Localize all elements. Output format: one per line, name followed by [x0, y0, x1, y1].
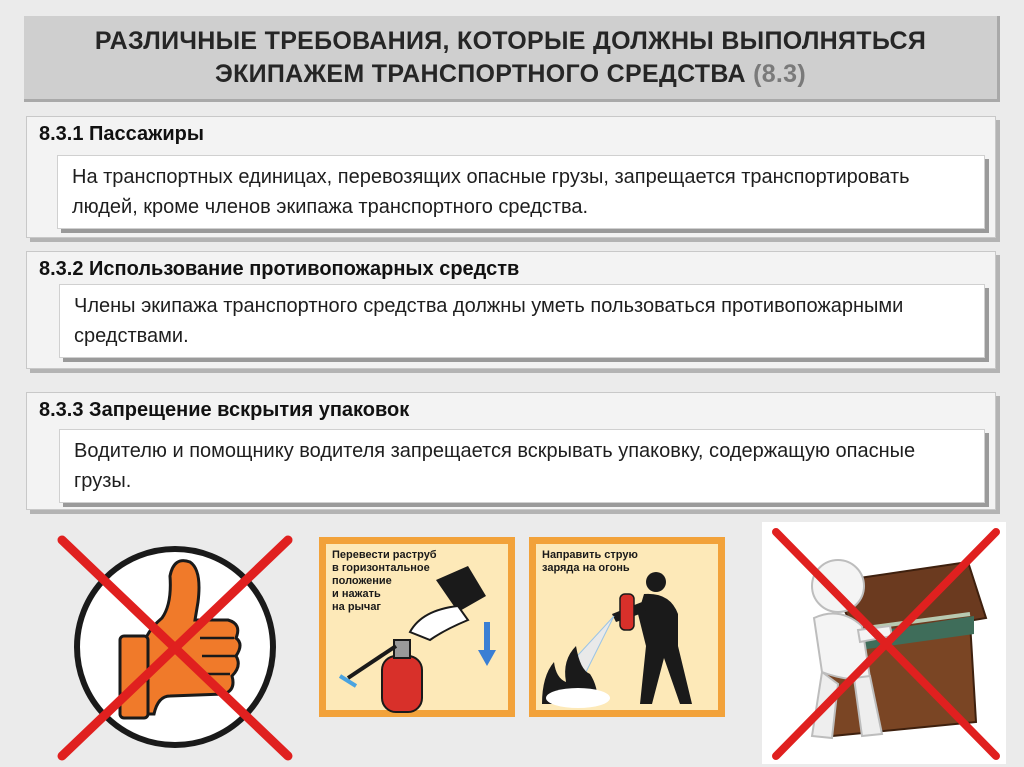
sign-2-line-1: Направить струю: [542, 549, 638, 561]
extinguisher-sign-step-1: [318, 536, 516, 718]
sign-1-line-1: Перевести раструб: [332, 549, 437, 561]
extinguisher-sign-step-2: [528, 536, 726, 718]
section-passengers-heading: 8.3.1 Пассажиры: [39, 123, 204, 145]
section-no-opening-packages: [26, 392, 996, 510]
sign-1-line-2: в горизонтальное: [332, 562, 430, 574]
crossed-opened-chest-illustration: [762, 522, 1006, 764]
section-passengers: [26, 116, 996, 238]
sign-1-line-3: положение: [332, 575, 392, 587]
section-fire-fighting-heading: 8.3.2 Использование противопожарных средств: [39, 258, 520, 280]
section-fire-fighting: [26, 251, 996, 369]
section-no-opening-text: Водителю и помощнику водителя запрещается вскрывать упаковку, содержащую опасные грузы.: [59, 429, 985, 503]
section-passengers-text: На транспортных единицах, перевозящих опасные грузы, запрещается транспортировать людей, кроме членов экипажа транспортного средства.: [57, 155, 985, 229]
page-title-bar: [24, 16, 1000, 102]
page-title-reference: (8.3): [753, 59, 806, 88]
section-no-opening-heading: 8.3.3 Запрещение вскрытия упаковок: [39, 399, 410, 421]
page-title-line-1: РАЗЛИЧНЫЕ ТРЕБОВАНИЯ, КОТОРЫЕ ДОЛЖНЫ ВЫПОЛНЯТЬСЯ: [94, 26, 927, 55]
page-title-line-2: [215, 58, 806, 91]
page-title-line-2-text: ЭКИПАЖЕМ ТРАНСПОРТНОГО СРЕДСТВА: [215, 59, 746, 88]
sign-2-line-2: заряда на огонь: [542, 562, 630, 574]
section-fire-fighting-text: Члены экипажа транспортного средства должны уметь пользоваться противопожарными средствами.: [59, 284, 985, 358]
crossed-thumbs-up-illustration: [50, 532, 300, 762]
sign-1-line-4: и нажать: [332, 588, 381, 600]
sign-1-line-5: на рычаг: [332, 601, 382, 613]
